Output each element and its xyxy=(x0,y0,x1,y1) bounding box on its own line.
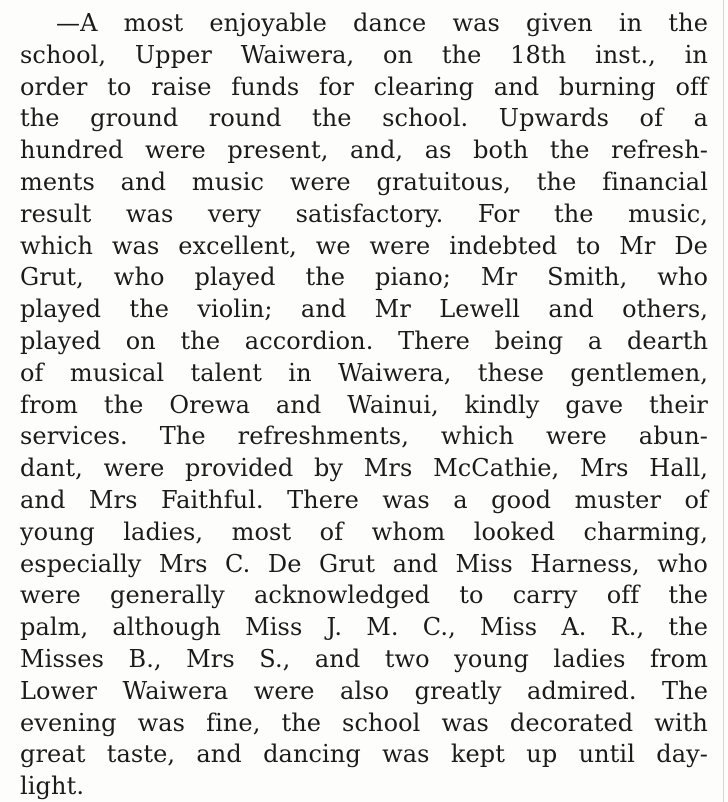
article-line: great taste, and dancing was kept up until day- xyxy=(20,740,708,769)
article-line: played on the accordion. There being a dearth xyxy=(20,326,708,355)
article-line: services. The refreshments, which were abun- xyxy=(20,422,708,451)
article-line: which was excellent, we were indebted to Mr De xyxy=(20,231,708,260)
article-line: hundred were present, and, as both the refresh- xyxy=(20,136,708,165)
article-line: and Mrs Faithful. There was a good muster of xyxy=(20,485,708,514)
article-line: Misses B., Mrs S., and two young ladies from xyxy=(20,644,708,673)
article-line: Lower Waiwera were also greatly admired. The xyxy=(20,676,708,705)
article-line: dant, were provided by Mrs McCathie, Mrs Hall, xyxy=(20,454,708,483)
article-line: result was very satisfactory. For the music, xyxy=(20,199,708,228)
article-line: school, Upper Waiwera, on the 18th inst., in xyxy=(20,40,708,69)
article-line: young ladies, most of whom looked charming, xyxy=(20,517,708,546)
article-line: of musical talent in Waiwera, these gentlemen, xyxy=(20,358,708,387)
article-line: order to raise funds for clearing and burning off xyxy=(20,72,708,101)
article-line: the ground round the school. Upwards of a xyxy=(20,104,708,133)
column-rule xyxy=(723,0,724,802)
article-line: played the violin; and Mr Lewell and others, xyxy=(20,295,708,324)
article-line: Grut, who played the piano; Mr Smith, who xyxy=(20,263,708,292)
article-line: evening was fine, the school was decorated with xyxy=(20,708,708,737)
article-line: especially Mrs C. De Grut and Miss Harness, who xyxy=(20,549,708,578)
article-line: —A most enjoyable dance was given in the xyxy=(56,9,708,37)
article-line: were generally acknowledged to carry off the xyxy=(20,581,708,610)
article-line: light. xyxy=(20,772,85,801)
article-line: palm, although Miss J. M. C., Miss A. R., the xyxy=(20,613,708,642)
article-line: from the Orewa and Wainui, kindly gave their xyxy=(20,390,708,419)
article-body xyxy=(20,8,708,802)
article-line: ments and music were gratuitous, the financial xyxy=(20,167,708,196)
